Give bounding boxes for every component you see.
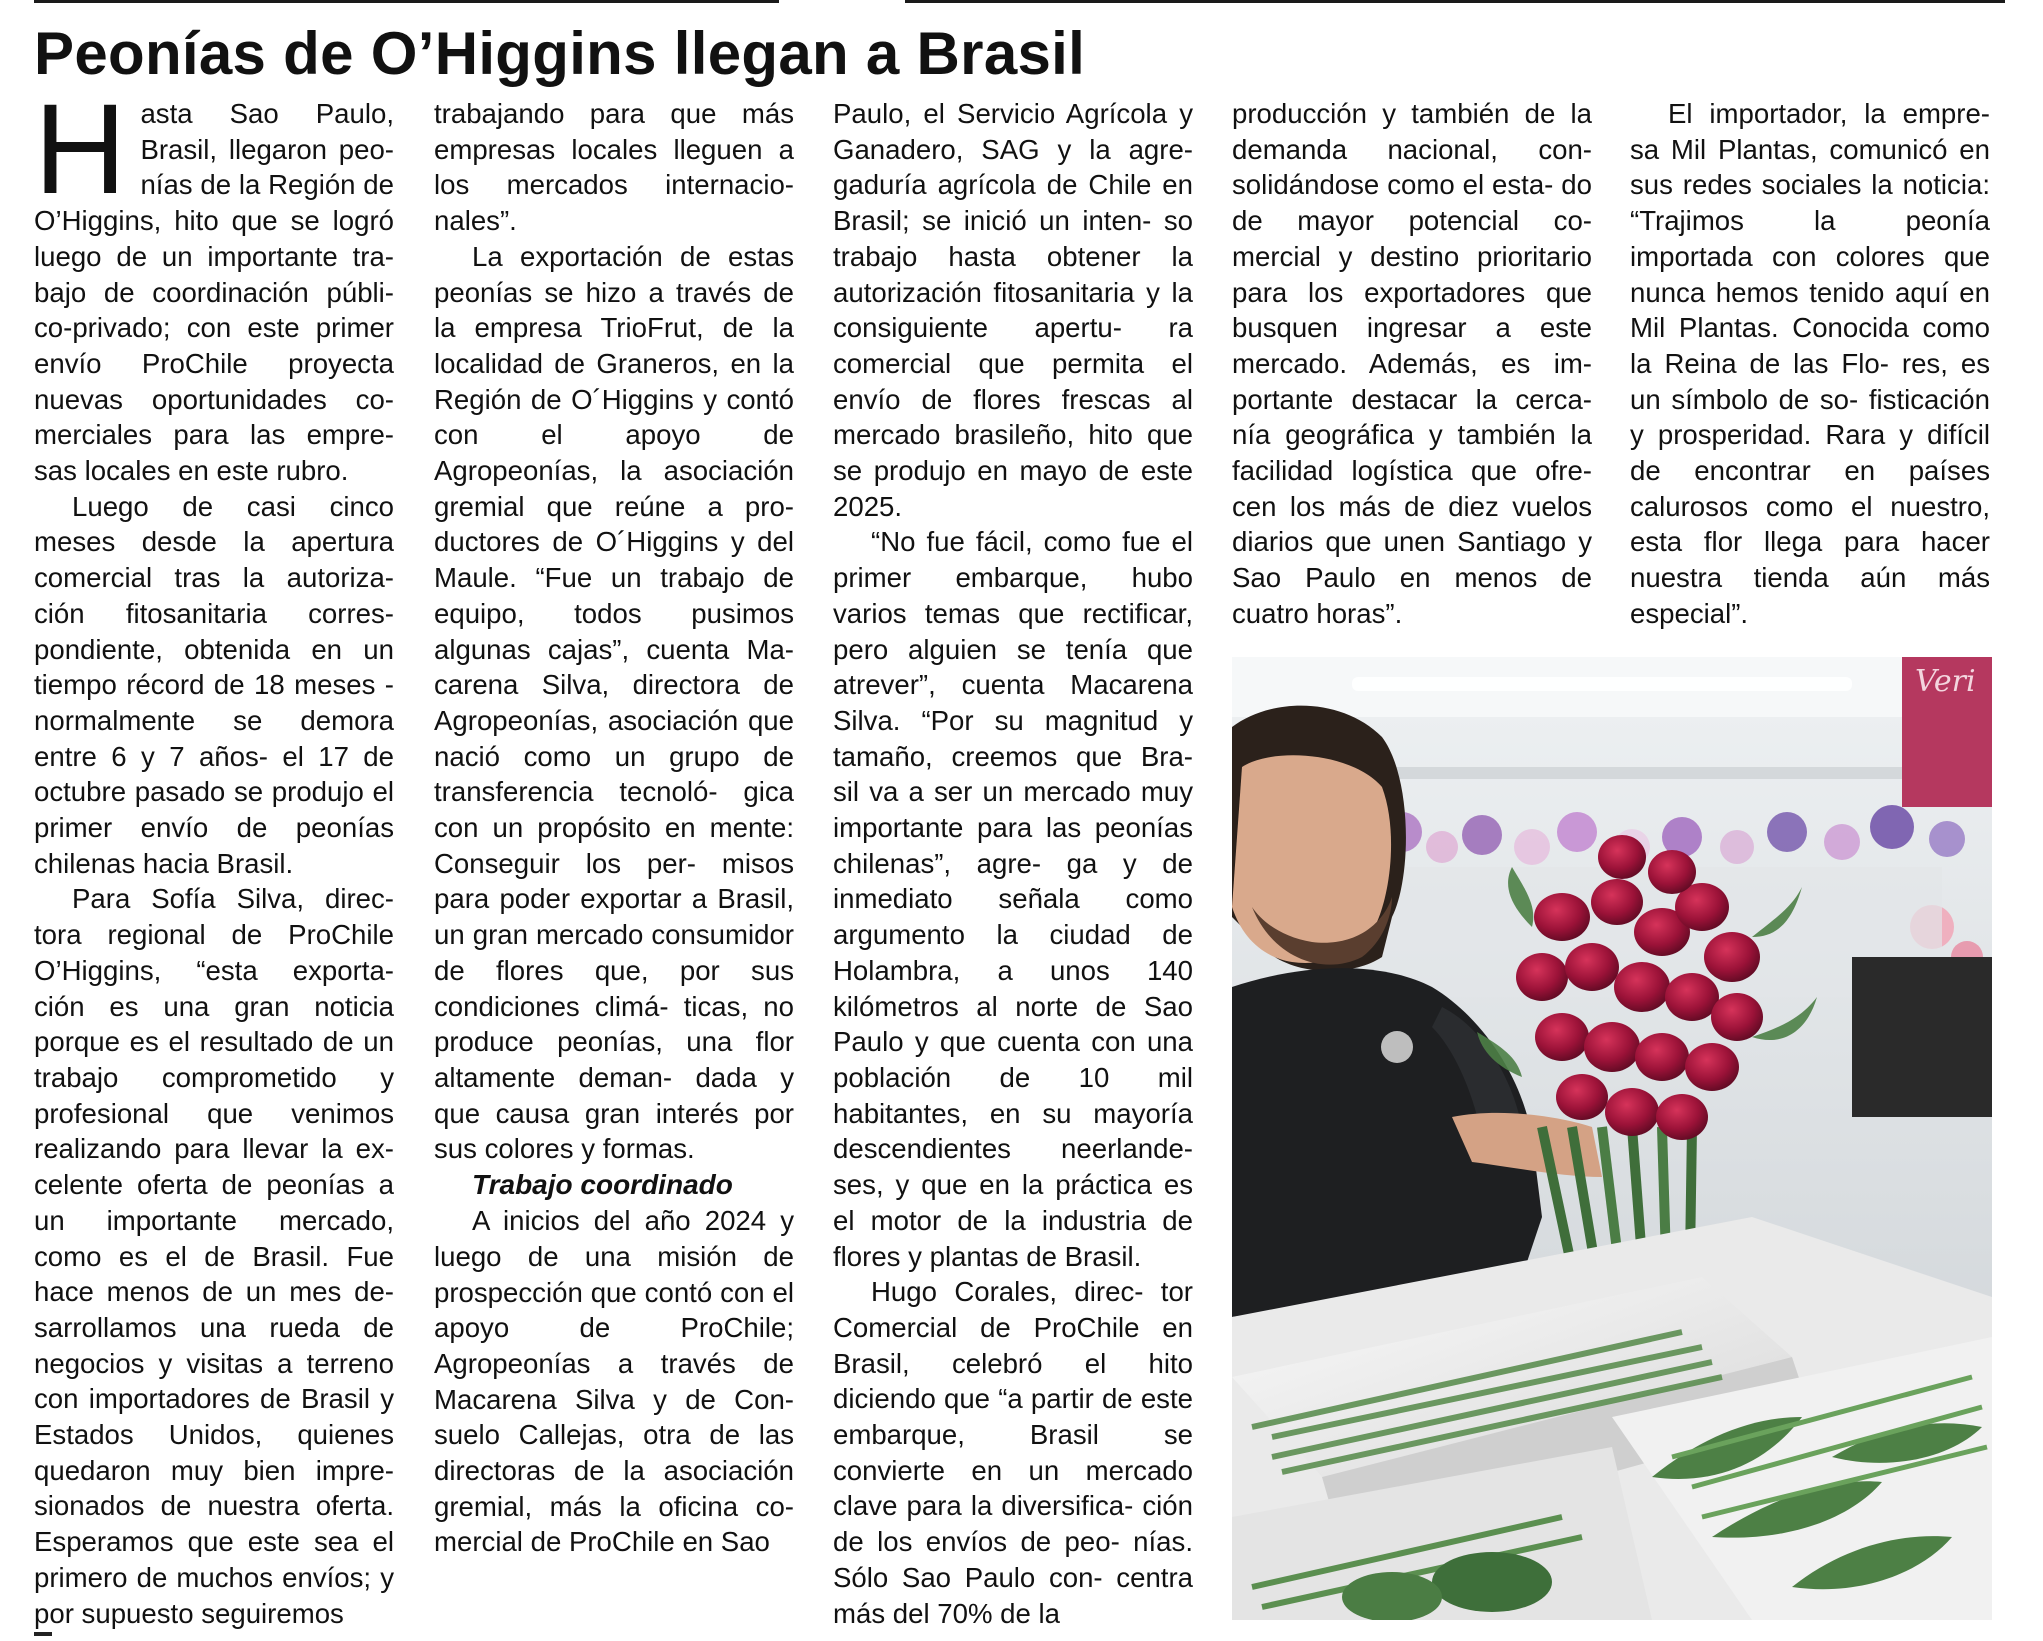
store-sign-text: Veri — [1915, 664, 1976, 699]
top-rule-right — [905, 0, 2005, 3]
paragraph: El importador, la empre- sa Mil Plantas, comunicó en sus redes sociales la noticia: “Trajimos la peonía importada con colores que nunca hemos tenido aquí en Mil Plantas. Conocida como la Reina de las Flo- res, es un símbolo de so- fisticación y prosperidad. Rara y difícil de encontrar en países calurosos como el nuestro, esta flor llega para hacer nuestra tienda aún más especial”. — [1630, 98, 1990, 629]
paragraph: producción y también de la demanda nacional, con- solidándose como el esta- do de mayor potencial co- mercial y destino prioritario para los exportadores que busquen ingresar a este mercado. Además, es im- portante destacar la cerca- nía geográfica y también la facilidad logística que ofre- cen los más de diez vuelos diarios que unen Santiago y Sao Paulo en menos de cuatro horas”. — [1232, 98, 1592, 629]
paragraph: Luego de casi cinco meses desde la apertura comercial tras la autoriza- ción fitosanitaria corres- pondiente, obtenida en un tiempo récord de 18 meses -normalmente se demora entre 6 y 7 años- el 17 de octubre pasado se produjo el primer envío de peonías chilenas hacia Brasil. — [34, 490, 394, 879]
headline: Peonías de O’Higgins llegan a Brasil — [34, 20, 1086, 87]
paragraph: A inicios del año 2024 y luego de una misión de prospección que contó con el apoyo de ProChile; Agropeonías a través de Macarena Silva y de Con- suelo Callejas, otra de las directoras de la asociación gremial, más la oficina co- mercial de ProChile en Sao — [434, 1205, 794, 1558]
article-photo — [1232, 657, 1992, 1620]
column-3 — [833, 96, 1193, 1631]
paragraph: “No fue fácil, como fue el primer embarque, hubo varios temas que rectificar, pero alguien se tenía que atrever”, cuenta Macarena Silva. “Por su magnitud y tamaño, creemos que Bra- sil va a ser un mercado muy importante para las peonías chilenas”, agre- ga y de inmediato señala como argumento la ciudad de Holambra, a unos 140 kilómetros al norte de Sao Paulo y que cuenta con una población de 10 mil habitantes, en su mayoría descendientes neerlande- ses, y que en la práctica es el motor de la industria de flores y plantas de Brasil. — [833, 526, 1193, 1272]
column-5 — [1630, 96, 1990, 632]
footer-mark — [34, 1632, 52, 1636]
paragraph: trabajando para que más empresas locales lleguen a los mercados internacio- nales”. — [434, 98, 794, 237]
column-4 — [1232, 96, 1592, 632]
paragraph: Paulo, el Servicio Agrícola y Ganadero, SAG y la agre- gaduría agrícola de Chile en Brasil; se inició un inten- so trabajo hasta obtener la autorización fitosanitaria y la consiguiente apertu- ra comercial que permita el envío de flores frescas al mercado brasileño, hito que se produjo en mayo de este 2025. — [833, 98, 1193, 522]
photo-illustration — [1232, 657, 1992, 1620]
drop-cap: H — [34, 78, 127, 221]
paragraph: Para Sofía Silva, direc- tora regional de ProChile O’Higgins, “esta exporta- ción es una gran noticia porque es el resultado de un trabajo comprometido y profesional que venimos realizando para llevar la ex- celente oferta de peonías a un importante mercado, como es el de Brasil. Fue hace menos de un mes de- sarrollamos una rueda de negocios y visitas a terreno con importadores de Brasil y Estados Unidos, quienes quedaron muy bien impre- sionados de nuestra oferta. Esperamos que este sea el primero de muchos envíos; y por supuesto seguiremos — [34, 883, 394, 1629]
subheading: Trabajo coordinado — [472, 1169, 733, 1201]
paragraph — [34, 78, 394, 489]
top-rule-left — [34, 0, 779, 3]
lead-text: asta Sao Paulo, Brasil, llegaron peo- nías de la Región de O’Higgins, hito que se logró luego de un importante tra- bajo de coordinación públi- co-privado; con este primer envío ProChile proyecta nuevas oportunidades co- merciales para las empre- sas locales en este rubro. — [34, 98, 394, 487]
column-1 — [34, 78, 394, 1631]
paragraph: Hugo Corales, direc- tor Comercial de ProChile en Brasil, celebró el hito diciendo que “a partir de este embarque, Brasil se convierte en un mercado clave para la diversifica- ción de los envíos de peo- nías. Sólo Sao Paulo con- centra más del 70% de la — [833, 1276, 1193, 1629]
paragraph: La exportación de estas peonías se hizo a través de la empresa TrioFrut, de la localidad de Graneros, en la Región de O´Higgins y contó con el apoyo de Agropeonías, la asociación gremial que reúne a pro- ductores de O´Higgins y del Maule. “Fue un trabajo de equipo, todos pusimos algunas cajas”, cuenta Ma- carena Silva, directora de Agropeonías, asociación que nació como un grupo de transferencia tecnoló- gica con un propósito en mente: Conseguir los per- misos para poder exportar a Brasil, un gran mercado consumidor de flores que, por sus condiciones climá- ticas, no produce peonías, una flor altamente deman- dada y que causa gran interés por sus colores y formas. — [434, 240, 794, 1165]
column-2 — [434, 96, 794, 1560]
